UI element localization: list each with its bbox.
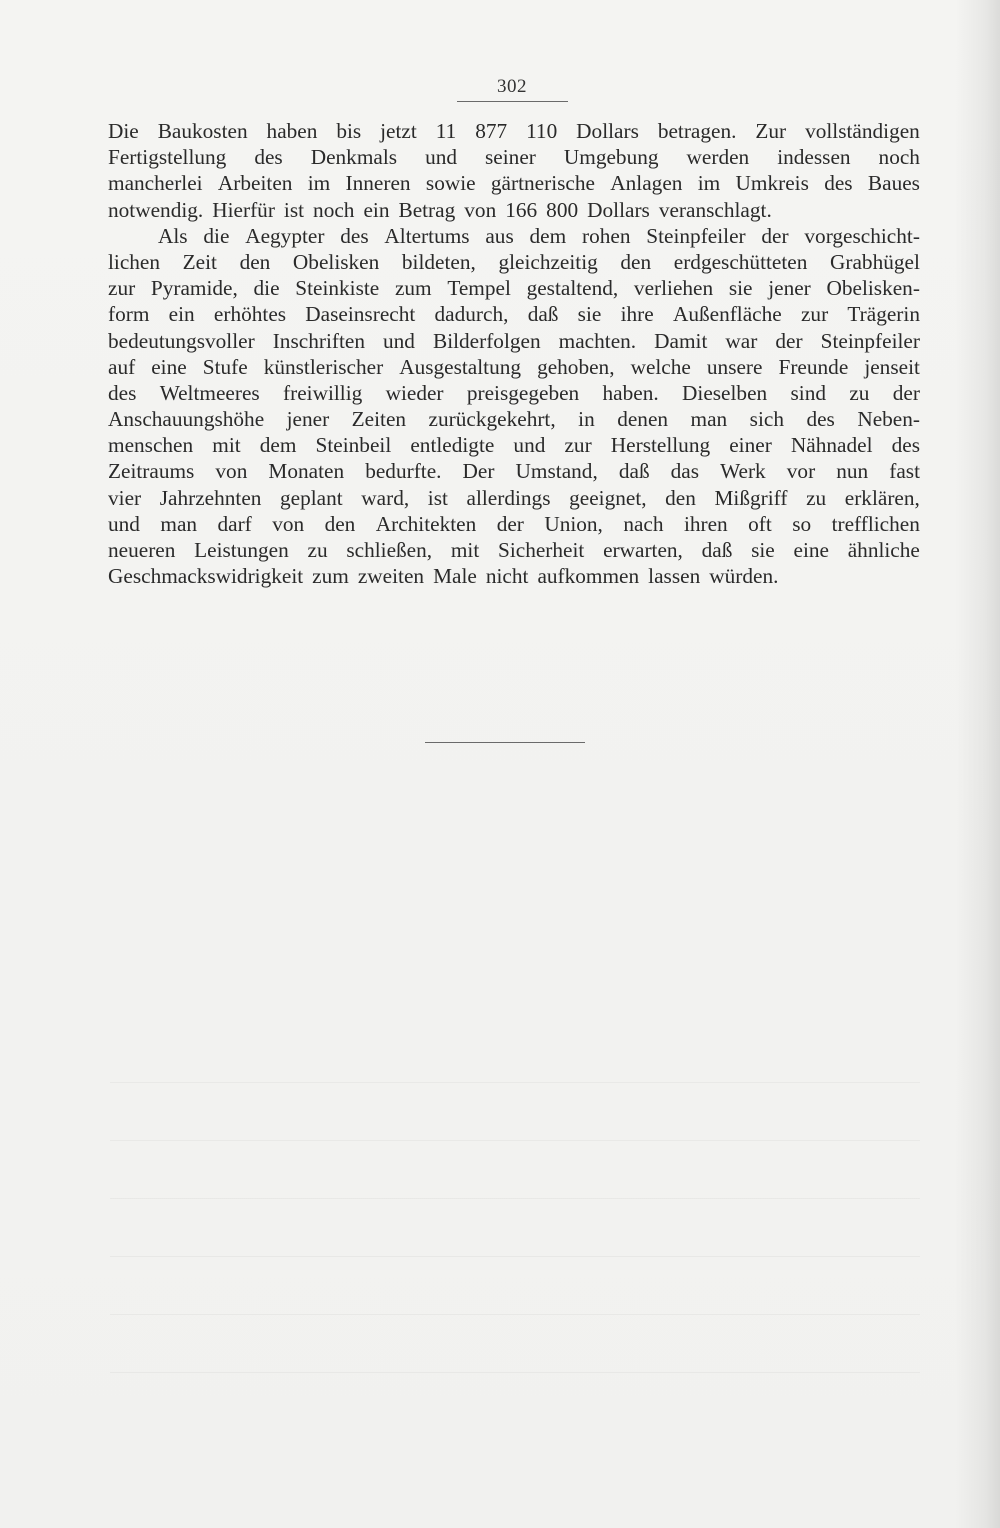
word: Dollars [587,197,650,222]
word: Baukosten [157,119,248,143]
word: Als [158,223,188,248]
word: form [108,302,150,327]
word: Fertigstellung [108,145,227,170]
word: Anschauungshöhe [108,407,265,432]
word: oft [748,511,772,536]
word: Weltmeeres [159,380,260,405]
word: und [513,433,546,458]
word: ward, [361,485,410,510]
bleed-through-line [110,1082,920,1083]
word: Steinpfeiler [820,328,920,353]
word: Baues [867,171,920,196]
word: Umstand, [515,459,598,484]
word: des [340,223,369,248]
word: seiner [485,145,536,170]
word: im [697,171,721,196]
word: daß [618,459,650,484]
text-line [108,170,920,196]
bleed-through-line [110,1256,920,1257]
word: Die [108,119,139,143]
word: vorgeschicht- [804,223,920,248]
word: dem [259,433,297,458]
text-line [108,380,920,406]
word: und [383,328,415,353]
text-line [108,223,920,249]
text-line [108,563,920,589]
word: ist [427,485,448,510]
word: Steinpfeiler [646,223,746,248]
word: preisgegeben [466,380,580,405]
word: dem [529,223,567,248]
word: Damit [654,328,708,353]
word: von [272,511,305,536]
text-line [108,354,920,380]
word: dadurch, [434,302,509,327]
word: von [464,197,497,222]
text-line [108,406,920,432]
word: rohen [581,223,631,248]
text-line [108,432,920,458]
word: zu [849,380,870,405]
word: man [690,407,728,432]
word: man [160,511,198,536]
word: bildeten, [401,249,476,274]
word: Freunde [778,354,849,379]
word: Dieselben [682,380,768,405]
word: des [824,171,853,196]
word: Herstellung [610,433,711,458]
word: ähnliche [847,538,920,562]
word: Stufe [202,354,248,379]
word: Steinkiste [295,276,380,301]
word: Ausgestaltung [399,354,522,379]
word: neueren [108,538,176,562]
word: ein [363,197,390,222]
word: das [670,459,700,484]
word: jenseit [864,354,920,379]
word: Umgebung [563,145,659,170]
word: zum [394,276,432,301]
word: ein [168,302,195,327]
word: Arbeiten [217,171,293,196]
word: Architekten [375,511,477,536]
word: lichen [108,249,161,274]
word: mit [212,433,241,458]
word: des [108,380,137,405]
word: geeignet, [569,485,647,510]
word: Betrag [398,197,456,222]
text-line [108,249,920,275]
word: Daseinsrecht [305,302,416,327]
word: ihre [620,302,654,327]
word: haben. [602,380,659,405]
word: sowie [425,171,476,196]
word: erhöhtes [213,302,287,327]
word: Zeiten [351,407,407,432]
word: sind [790,380,827,405]
word: vier [108,485,142,510]
word: geplant [280,485,343,510]
word: gehoben, [537,354,615,379]
word: die [203,223,230,248]
word: Trägerin [847,302,920,327]
word: allerdings [466,485,551,510]
word: aus [485,223,514,248]
word: bedurfte. [365,459,442,484]
word: verliehen [633,276,714,301]
word: bedeutungsvoller [108,328,255,353]
word: auf [108,354,136,379]
word: zum [312,564,349,589]
text-line [108,118,920,144]
word: schließen, [346,538,433,562]
word: denen [617,407,669,432]
text-line [108,328,920,354]
word: 166 [505,197,538,222]
word: indessen [777,145,851,170]
word: der [775,328,803,353]
bleed-through-line [110,1140,920,1141]
word: erdgeschütteten [673,249,808,274]
word: Aegypter [245,223,325,248]
word: 11 [435,119,457,143]
word: ist [283,197,305,222]
word: vollständigen [805,119,920,143]
word: Dollars [576,119,639,143]
word: welche [630,354,691,379]
word: in [578,407,595,432]
word: nach [623,511,664,536]
bleed-through-line [110,1314,920,1315]
word: Geschmackswidrigkeit [108,564,304,589]
word: wieder [385,380,444,405]
word: Mißgriff [714,485,788,510]
word: im [307,171,331,196]
word: vor [786,459,816,484]
word: nicht [485,564,529,589]
word: Pyramide, [150,276,238,301]
word: Anlagen [610,171,683,196]
word: aufkommen [537,564,640,589]
word: haben [266,119,318,143]
word: nun [836,459,869,484]
word: mancherlei [108,171,203,196]
word: Inschriften [272,328,365,353]
word: jetzt [380,119,417,143]
word: Zeit [182,249,217,274]
word: Obelisken- [826,276,920,301]
word: einer [729,433,772,458]
word: so [792,511,812,536]
word: künstlerischer [263,354,384,379]
page-number: 302 [497,76,527,97]
word: und [425,145,458,170]
word: Inneren [345,171,411,196]
word: betragen. [657,119,737,143]
word: des [891,433,920,458]
word: die [253,276,280,301]
bleed-through-line [110,1198,920,1199]
word: Union, [544,511,603,536]
word: der [761,223,789,248]
word: Werk [720,459,766,484]
word: unsere [706,354,763,379]
word: gestaltend, [526,276,619,301]
word: 877 [475,119,508,143]
word: des [254,145,283,170]
word: Hierfür [212,197,275,222]
word: bis [336,119,362,143]
word: sich [749,407,784,432]
word: sie [751,538,775,562]
word: veranschlagt. [658,197,772,222]
word: Tempel [447,276,511,301]
word: zu [307,538,328,562]
word: war [725,328,758,353]
word: der [496,511,524,536]
text-line [108,511,920,537]
word: von [215,459,248,484]
word: Neben- [857,407,920,432]
word: Der [462,459,495,484]
word: Sicherheit [497,538,585,562]
word: Zur [755,119,787,143]
word: Denkmals [310,145,398,170]
text-line [108,275,920,301]
end-rule [425,742,585,743]
word: werden [686,145,750,170]
text-line [108,144,920,170]
text-line [108,458,920,484]
word: zu [806,485,827,510]
word: zurückgekehrt, [428,407,556,432]
word: gärtnerische [490,171,595,196]
word: trefflichen [831,511,920,536]
word: den [324,511,356,536]
word: freiwillig [283,380,363,405]
word: notwendig. [108,197,204,222]
word: noch [878,145,920,170]
word: 110 [526,119,558,143]
body-text [108,118,920,589]
word: Male [433,564,477,589]
word: des [806,407,835,432]
bleed-through-line [110,1372,920,1373]
header-rule [457,101,568,102]
word: Grabhügel [830,249,920,274]
word: zweiten [357,564,425,589]
word: entledigte [410,433,495,458]
word: Altertums [384,223,470,248]
word: den [239,249,271,274]
word: Jahrzehnten [159,485,262,510]
word: machten. [558,328,637,353]
word: Leistungen [194,538,289,562]
word: zur [564,433,592,458]
word: zur [108,276,136,301]
word: den [620,249,652,274]
word: 800 [546,197,579,222]
word: der [892,380,920,405]
word: darf [217,511,252,536]
word: ihren [683,511,728,536]
word: sie [728,276,753,301]
word: würden. [709,564,779,589]
text-line [108,485,920,511]
word: den [665,485,696,510]
word: sie [577,302,602,327]
word: zur [800,302,829,327]
word: Obelisken [292,249,380,274]
word: eine [793,538,829,562]
word: Umkreis [735,171,809,196]
word: mit [450,538,480,562]
word: Außenfläche [672,302,782,327]
word: Zeitraums [108,459,195,484]
word: Bilderfolgen [432,328,541,353]
text-line [108,197,920,223]
word: Steinbeil [315,433,392,458]
text-line [108,537,920,563]
word: jener [286,407,330,432]
word: und [108,511,140,536]
word: daß [701,538,733,562]
word: fast [889,459,920,484]
word: gleichzeitig [498,249,598,274]
word: menschen [108,433,194,458]
word: jener [768,276,811,301]
word: lassen [648,564,701,589]
text-line [108,301,920,327]
word: Monaten [268,459,345,484]
word: erwarten, [603,538,683,562]
word: noch [313,197,355,222]
word: eine [151,354,187,379]
word: Nähnadel [790,433,873,458]
word: daß [527,302,559,327]
word: erklären, [844,485,920,510]
